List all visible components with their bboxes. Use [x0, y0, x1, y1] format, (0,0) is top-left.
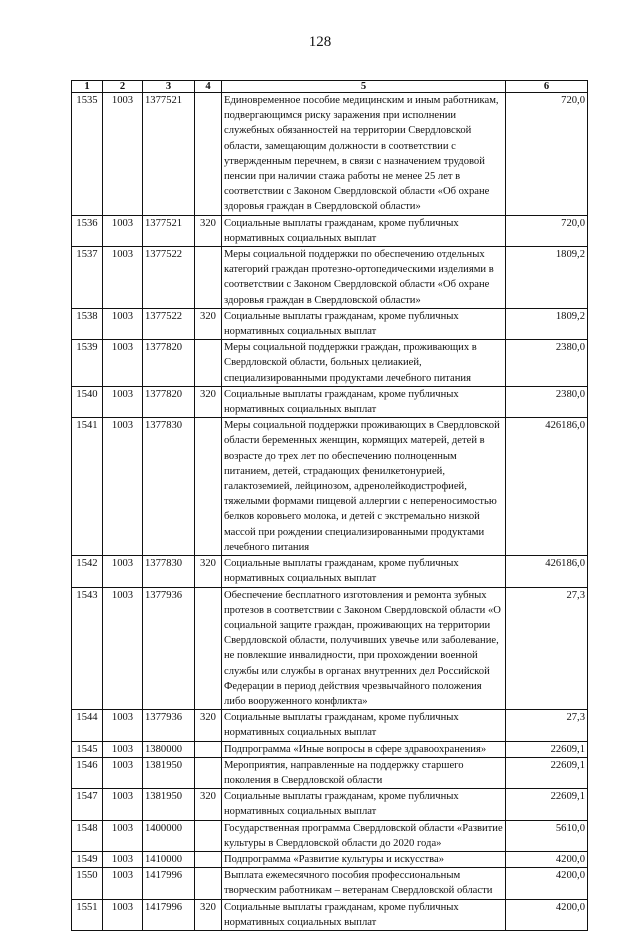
item-name: Социальные выплаты гражданам, кроме публичных нормативных социальных выплат [222, 308, 506, 339]
target-article-code: 1377830 [143, 418, 195, 556]
section-code: 1003 [103, 789, 143, 820]
section-code: 1003 [103, 741, 143, 757]
section-code: 1003 [103, 899, 143, 930]
target-article-code: 1381950 [143, 789, 195, 820]
row-number: 1542 [72, 556, 103, 587]
amount: 2380,0 [506, 386, 588, 417]
expense-type-code: 320 [195, 215, 222, 246]
item-name: Социальные выплаты гражданам, кроме публичных нормативных социальных выплат [222, 710, 506, 741]
table-row [72, 308, 588, 339]
item-name: Меры социальной поддержки проживающих в Свердловской области беременных женщин, кормящих матерей, детей в возрасте до трех лет по обеспечению полноценным питанием, детей, страдающих фенилкетонурией, галактоземией, лейцинозом, адренолейкодистрофией, тяжелыми формами пищевой аллергии с непереносимостью белков коровьего молока, и детей с экстремально низкой массой при рождении специализированными продуктами лечебного питания [222, 418, 506, 556]
expense-type-code: 320 [195, 710, 222, 741]
table-header-row [72, 81, 588, 93]
item-name: Социальные выплаты гражданам, кроме публичных нормативных социальных выплат [222, 386, 506, 417]
expense-type-code [195, 868, 222, 899]
section-code: 1003 [103, 418, 143, 556]
target-article-code: 1377522 [143, 247, 195, 309]
column-header: 6 [506, 81, 588, 93]
row-number: 1539 [72, 340, 103, 387]
item-name: Социальные выплаты гражданам, кроме публичных нормативных социальных выплат [222, 556, 506, 587]
table-row [72, 851, 588, 867]
row-number: 1546 [72, 757, 103, 788]
row-number: 1540 [72, 386, 103, 417]
row-number: 1535 [72, 93, 103, 216]
target-article-code: 1377820 [143, 340, 195, 387]
amount: 27,3 [506, 587, 588, 710]
table-row [72, 741, 588, 757]
amount: 27,3 [506, 710, 588, 741]
expense-type-code [195, 587, 222, 710]
target-article-code: 1380000 [143, 741, 195, 757]
row-number: 1543 [72, 587, 103, 710]
expense-type-code: 320 [195, 308, 222, 339]
target-article-code: 1417996 [143, 868, 195, 899]
target-article-code: 1381950 [143, 757, 195, 788]
table-row [72, 418, 588, 556]
amount: 4200,0 [506, 868, 588, 899]
expense-type-code [195, 851, 222, 867]
amount: 426186,0 [506, 556, 588, 587]
table-row [72, 587, 588, 710]
target-article-code: 1377936 [143, 710, 195, 741]
row-number: 1536 [72, 215, 103, 246]
amount: 22609,1 [506, 757, 588, 788]
expense-type-code: 320 [195, 899, 222, 930]
item-name: Меры социальной поддержки граждан, проживающих в Свердловской области, больных целиакией, специализированными продуктами лечебного питания [222, 340, 506, 387]
section-code: 1003 [103, 386, 143, 417]
section-code: 1003 [103, 556, 143, 587]
row-number: 1551 [72, 899, 103, 930]
row-number: 1541 [72, 418, 103, 556]
target-article-code: 1377521 [143, 215, 195, 246]
section-code: 1003 [103, 710, 143, 741]
target-article-code: 1377820 [143, 386, 195, 417]
row-number: 1547 [72, 789, 103, 820]
table-row [72, 820, 588, 851]
amount: 4200,0 [506, 899, 588, 930]
row-number: 1545 [72, 741, 103, 757]
amount: 5610,0 [506, 820, 588, 851]
column-header: 4 [195, 81, 222, 93]
expense-type-code: 320 [195, 556, 222, 587]
item-name: Подпрограмма «Иные вопросы в сфере здравоохранения» [222, 741, 506, 757]
expense-type-code [195, 247, 222, 309]
amount: 426186,0 [506, 418, 588, 556]
section-code: 1003 [103, 340, 143, 387]
item-name: Выплата ежемесячного пособия профессиональным творческим работникам – ветеранам Свердловской области [222, 868, 506, 899]
budget-table [71, 80, 588, 931]
table-row [72, 757, 588, 788]
column-header: 2 [103, 81, 143, 93]
table-row [72, 556, 588, 587]
row-number: 1544 [72, 710, 103, 741]
row-number: 1537 [72, 247, 103, 309]
target-article-code: 1417996 [143, 899, 195, 930]
expense-type-code [195, 757, 222, 788]
page-number: 128 [308, 34, 332, 50]
item-name: Социальные выплаты гражданам, кроме публичных нормативных социальных выплат [222, 899, 506, 930]
expense-type-code: 320 [195, 789, 222, 820]
amount: 22609,1 [506, 741, 588, 757]
item-name: Государственная программа Свердловской области «Развитие культуры в Свердловской области до 2020 года» [222, 820, 506, 851]
expense-type-code [195, 93, 222, 216]
amount: 1809,2 [506, 247, 588, 309]
amount: 720,0 [506, 93, 588, 216]
amount: 22609,1 [506, 789, 588, 820]
section-code: 1003 [103, 93, 143, 216]
section-code: 1003 [103, 820, 143, 851]
column-header: 1 [72, 81, 103, 93]
item-name: Социальные выплаты гражданам, кроме публичных нормативных социальных выплат [222, 215, 506, 246]
column-header: 5 [222, 81, 506, 93]
target-article-code: 1377522 [143, 308, 195, 339]
item-name: Единовременное пособие медицинским и иным работникам, подвергающимся риску заражения при исполнении служебных обязанностей на территории Свердловской области, замещающим должности в соответствии с утвержденным перечнем, в связи с назначением трудовой пенсии при наличии стажа работы не менее 25 лет в соответствии с Законом Свердловской области «Об охране здоровья граждан в Свердловской области» [222, 93, 506, 216]
table-row [72, 710, 588, 741]
item-name: Мероприятия, направленные на поддержку старшего поколения в Свердловской области [222, 757, 506, 788]
target-article-code: 1410000 [143, 851, 195, 867]
section-code: 1003 [103, 215, 143, 246]
table-row [72, 789, 588, 820]
amount: 2380,0 [506, 340, 588, 387]
target-article-code: 1400000 [143, 820, 195, 851]
expense-type-code [195, 340, 222, 387]
target-article-code: 1377936 [143, 587, 195, 710]
expense-type-code [195, 741, 222, 757]
amount: 720,0 [506, 215, 588, 246]
section-code: 1003 [103, 308, 143, 339]
row-number: 1549 [72, 851, 103, 867]
row-number: 1550 [72, 868, 103, 899]
expense-type-code [195, 820, 222, 851]
section-code: 1003 [103, 247, 143, 309]
expense-type-code [195, 418, 222, 556]
column-header: 3 [143, 81, 195, 93]
amount: 1809,2 [506, 308, 588, 339]
expense-type-code: 320 [195, 386, 222, 417]
row-number: 1548 [72, 820, 103, 851]
target-article-code: 1377521 [143, 93, 195, 216]
item-name: Социальные выплаты гражданам, кроме публичных нормативных социальных выплат [222, 789, 506, 820]
table-row [72, 215, 588, 246]
row-number: 1538 [72, 308, 103, 339]
section-code: 1003 [103, 851, 143, 867]
table-row [72, 868, 588, 899]
item-name: Обеспечение бесплатного изготовления и ремонта зубных протезов в соответствии с Законом Свердловской области «О социальной защите граждан, проживающих на территории Свердловской области, получивших увечье или заболевание, не повлекшие инвалидности, при прохождении военной службы или службы в органах внутренних дел Российской Федерации в период действия чрезвычайного положения либо вооруженного конфликта» [222, 587, 506, 710]
section-code: 1003 [103, 757, 143, 788]
section-code: 1003 [103, 868, 143, 899]
section-code: 1003 [103, 587, 143, 710]
target-article-code: 1377830 [143, 556, 195, 587]
table-row [72, 340, 588, 387]
table-row [72, 93, 588, 216]
item-name: Подпрограмма «Развитие культуры и искусства» [222, 851, 506, 867]
table-row [72, 386, 588, 417]
table-row [72, 247, 588, 309]
table-row [72, 899, 588, 930]
item-name: Меры социальной поддержки по обеспечению отдельных категорий граждан протезно-ортопедическими изделиями в соответствии с Законом Свердловской области «Об охране здоровья граждан в Свердловской области» [222, 247, 506, 309]
amount: 4200,0 [506, 851, 588, 867]
